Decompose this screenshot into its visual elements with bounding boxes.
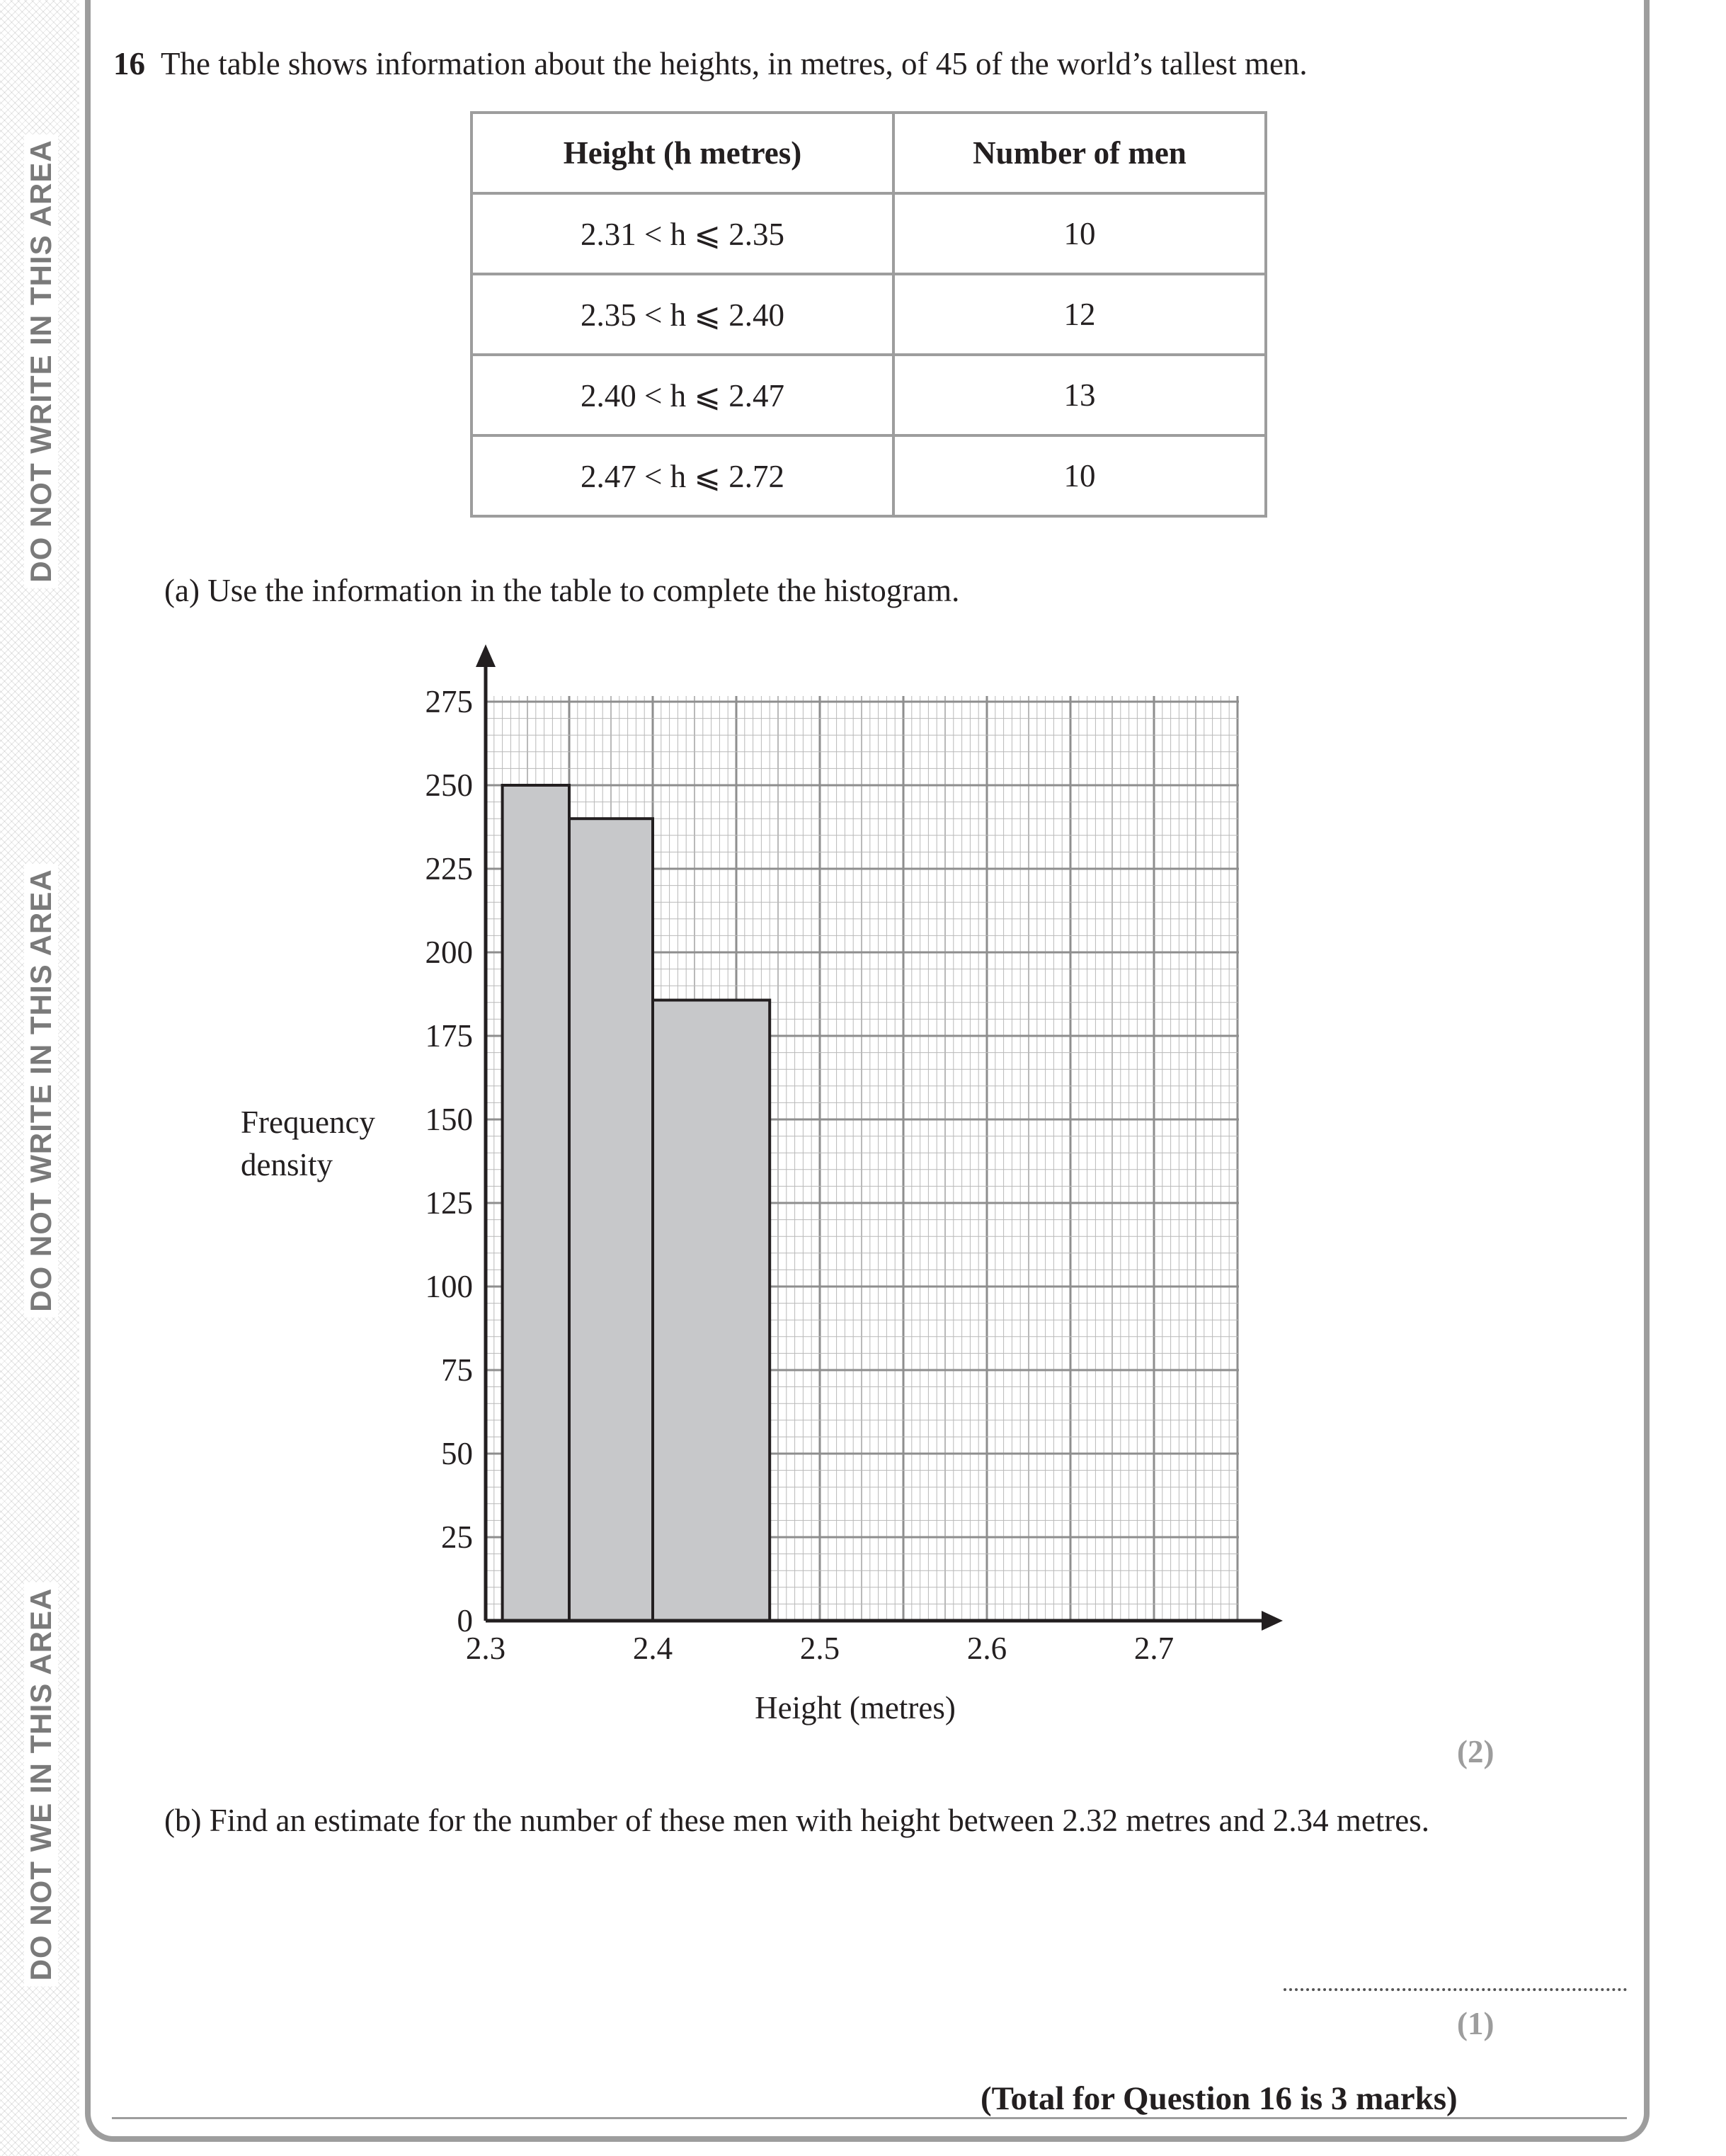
y-tick-label: 0	[457, 1603, 473, 1638]
margin-warning-1: DO NOT WRITE IN THIS AREA	[24, 134, 58, 588]
x-axis-arrow	[1262, 1611, 1283, 1631]
question-text: The table shows information about the heights, in metres, of 45 of the world’s tallest men.	[161, 46, 1308, 81]
question-number: 16	[113, 46, 145, 81]
part-b-marks: (1)	[1457, 2006, 1494, 2041]
x-tick-label: 2.4	[632, 1631, 673, 1666]
table-header-height: Height (h metres)	[471, 113, 893, 193]
table-cell-count: 12	[893, 274, 1266, 355]
y-tick-label: 200	[425, 935, 473, 970]
x-tick-label: 2.3	[465, 1631, 506, 1666]
margin-warning-3: DO NOT WE IN THIS AREA	[24, 1582, 58, 1987]
table-cell-interval: 2.31 < h ⩽ 2.35	[471, 193, 893, 274]
table-cell-interval: 2.35 < h ⩽ 2.40	[471, 274, 893, 355]
margin-warning-2: DO NOT WRITE IN THIS AREA	[24, 863, 58, 1317]
table-header-count: Number of men	[893, 113, 1266, 193]
x-tick-label: 2.5	[799, 1631, 840, 1666]
histogram-bar	[503, 785, 569, 1621]
answer-line[interactable]	[1284, 1988, 1627, 1991]
table-cell-interval: 2.47 < h ⩽ 2.72	[471, 435, 893, 516]
y-tick-label: 125	[425, 1185, 473, 1221]
y-tick-label: 150	[425, 1102, 473, 1137]
y-axis-label: Frequency density	[241, 1105, 375, 1182]
part-b-text: (b) Find an estimate for the number of these men with height between 2.32 metres and 2.34 metres.	[164, 1803, 1430, 1838]
part-a-text: (a) Use the information in the table to complete the histogram.	[164, 573, 960, 608]
y-tick-label: 225	[425, 851, 473, 886]
histogram-bar	[653, 1000, 770, 1621]
y-tick-label: 275	[425, 684, 473, 719]
y-tick-label: 25	[441, 1519, 473, 1555]
x-tick-label: 2.6	[966, 1631, 1007, 1666]
bottom-rule	[112, 2117, 1627, 2119]
table-cell-count: 10	[893, 193, 1266, 274]
y-tick-label: 75	[441, 1352, 473, 1388]
x-axis-label: Height (metres)	[755, 1690, 956, 1726]
y-tick-label: 250	[425, 768, 473, 803]
table-cell-count: 10	[893, 435, 1266, 516]
table-cell-interval: 2.40 < h ⩽ 2.47	[471, 355, 893, 435]
table-cell-count: 13	[893, 355, 1266, 435]
y-tick-label: 50	[441, 1436, 473, 1471]
x-tick-label: 2.7	[1133, 1631, 1175, 1666]
part-a-marks: (2)	[1457, 1734, 1494, 1769]
y-tick-label: 175	[425, 1018, 473, 1054]
y-tick-label: 100	[425, 1269, 473, 1304]
histogram-bar	[569, 819, 653, 1621]
total-marks: (Total for Question 16 is 3 marks)	[981, 2080, 1458, 2117]
y-axis-arrow	[476, 644, 496, 667]
